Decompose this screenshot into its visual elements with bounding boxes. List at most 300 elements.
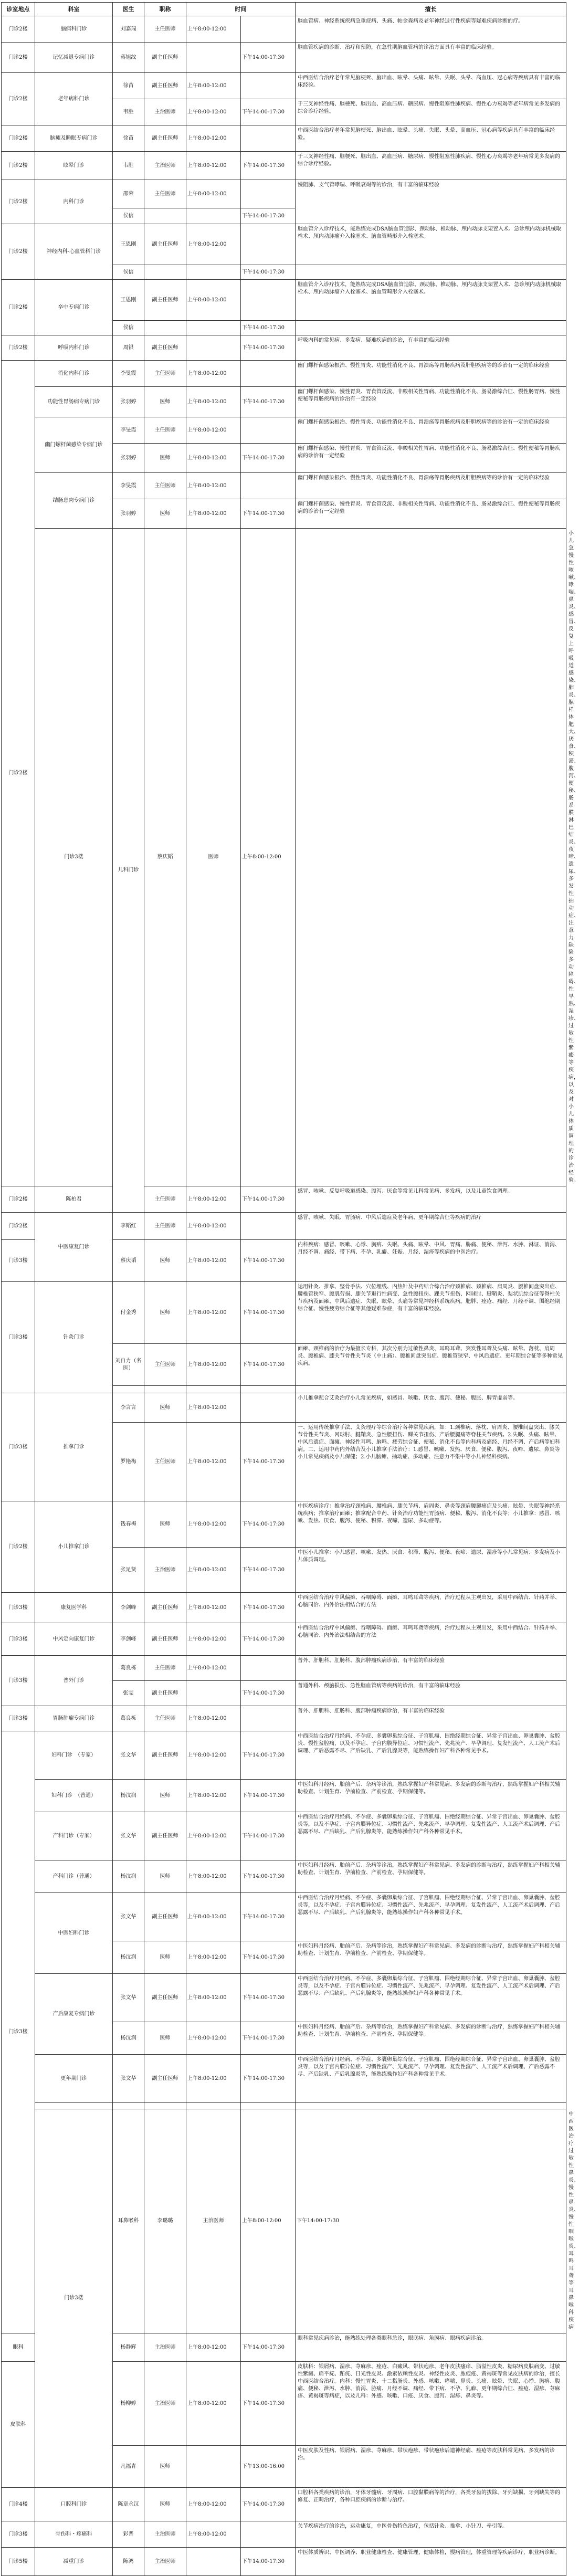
morning-time-cell: 上午8:00-12:00 bbox=[186, 2022, 241, 2055]
morning-time-cell: 上午8:00-12:00 bbox=[186, 2521, 241, 2548]
afternoon-time-cell: 下午14:00-17:30 bbox=[241, 1681, 296, 1706]
department-cell: 耳鼻喉科 bbox=[113, 2109, 144, 2333]
afternoon-time-cell: 下午14:00-17:30 bbox=[296, 2109, 566, 2333]
doctor-cell: 徐苗 bbox=[113, 73, 144, 99]
afternoon-time-cell: 下午14:00-17:30 bbox=[241, 2362, 296, 2446]
table-row bbox=[2, 2103, 566, 2109]
table-row bbox=[2, 280, 566, 321]
doctor-cell: 侯信 bbox=[113, 265, 144, 280]
morning-time-cell: 上午8:00-12:00 bbox=[186, 1393, 241, 1423]
table-row bbox=[2, 2548, 566, 2576]
location-cell: 门诊2楼 bbox=[2, 1501, 35, 1593]
morning-time-cell bbox=[186, 2446, 241, 2488]
afternoon-time-cell bbox=[241, 73, 296, 99]
doctor-cell: 张文华 bbox=[113, 1731, 144, 1780]
doctor-cell: 蔡庆韬 bbox=[113, 1240, 144, 1282]
title-cell: 主任医师 bbox=[144, 473, 186, 499]
title-cell: 主任医师 bbox=[144, 361, 186, 387]
department-cell: 普外门诊 bbox=[35, 1656, 113, 1706]
department-cell: 脑病科门诊 bbox=[35, 16, 113, 43]
location-cell: 门诊2楼 bbox=[2, 1213, 35, 1240]
table-row bbox=[2, 1623, 566, 1656]
table-row bbox=[2, 1656, 566, 1681]
afternoon-time-cell: 下午14:00-17:30 bbox=[241, 99, 296, 125]
location-cell: 门诊2楼 bbox=[2, 280, 35, 335]
afternoon-time-cell: 下午14:00-17:30 bbox=[241, 1974, 296, 2022]
title-cell bbox=[144, 1386, 186, 1393]
title-cell: 主治医师 bbox=[144, 2333, 186, 2362]
morning-time-cell: 上午8:00-12:00 bbox=[186, 1812, 241, 1860]
department-cell: 呼吸内科门诊 bbox=[35, 335, 113, 361]
department-cell: 中风定向康复门诊 bbox=[35, 1623, 113, 1656]
title-cell: 主治医师 bbox=[144, 2521, 186, 2548]
title-cell: 副主任医师 bbox=[144, 1974, 186, 2022]
afternoon-time-cell bbox=[241, 1393, 296, 1423]
specialty-cell: 中西医结合治疗中风偏瘫、吞咽障碍、面瘫、耳鸣耳聋等疾病，治疗过程从主观出发，采用中西结合、针药并举、心脑同治、内外治法相结合的方法 bbox=[296, 1623, 566, 1656]
morning-time-cell: 上午8:00-12:00 bbox=[186, 1780, 241, 1812]
location-cell: 门诊2楼 bbox=[2, 16, 35, 43]
title-cell: 医师 bbox=[144, 444, 186, 473]
header-time: 时间 bbox=[186, 3, 296, 16]
afternoon-time-cell: 下午14:00-17:30 bbox=[241, 1423, 296, 1501]
specialty-cell bbox=[296, 321, 566, 335]
morning-time-cell: 上午8:00-12:00 bbox=[186, 1240, 241, 1282]
specialty-cell: 口腔科各类疾病的诊治，牙体牙髓病、牙周病、口腔黏膜病等的治疗，各类牙齿的拔除、牙列缺损、牙列缺失等的修复、正畸治疗，各种口腔疾病的诊断与治疗。 bbox=[296, 2488, 566, 2521]
morning-time-cell: 上午8:00-12:00 bbox=[186, 1623, 241, 1656]
afternoon-time-cell: 下午14:00-17:30 bbox=[241, 1812, 296, 1860]
specialty-cell: 运用针灸、推拿、整骨手法、穴位埋线、内热针及中药结合综合治疗颈椎病、颈椎病、肩周炎、腰椎间盘突出症、腰椎管狭窄、腰肌劳损、膝关节退行性病变、急性腰扭伤、踝关节扭伤、网球肘、腱鞘炎、梨状肌综合征等脊柱关节疾病及面瘫、中风后遗症、失眠、眩晕、头痛等常见神经科系统疾病。肥胖、痤疮、痛经、月经不调、围绝经期综合征、慢性疲劳综合征等其他疑难杂症，有丰富的临床经验。 bbox=[296, 1282, 566, 1344]
department-cell: 记忆减退专病门诊 bbox=[35, 43, 113, 73]
doctor-cell: 蔡庆韬 bbox=[144, 529, 186, 1186]
afternoon-time-cell bbox=[241, 1386, 296, 1393]
department-cell: 卒中专病门诊 bbox=[35, 280, 113, 335]
title-cell: 副主任医师 bbox=[144, 1681, 186, 1706]
table-row bbox=[2, 473, 566, 499]
morning-time-cell: 上午8:00-12:00 bbox=[186, 2333, 241, 2362]
specialty-cell: 幽门螺杆菌感染、慢性胃炎、胃食管反流、非酸相关性胃病、功能性消化不良、肠易激综合征、慢性肠胃病、慢性便秘等胃肠疾病的诊治有一定经验 bbox=[296, 387, 566, 417]
doctor-cell: 张羽婷 bbox=[113, 444, 144, 473]
title-cell: 医师 bbox=[144, 1780, 186, 1812]
title-cell: 副主任医师 bbox=[144, 1812, 186, 1860]
table-row bbox=[2, 2521, 566, 2548]
table-row bbox=[2, 73, 566, 99]
location-cell: 门诊2楼 bbox=[2, 152, 35, 180]
specialty-cell: 慢阻肺、支气管哮喘、呼吸衰竭等的诊治，有丰富的临床经验 bbox=[296, 180, 566, 224]
title-cell: 医师 bbox=[144, 1240, 186, 1282]
morning-time-cell: 上午8:00-12:00 bbox=[186, 125, 241, 152]
department-cell: 神经内科-心血管科门诊 bbox=[35, 224, 113, 280]
doctor-cell: 李旻霞 bbox=[113, 473, 144, 499]
specialty-cell: 中医皮肤及性病、银屑病、湿疹、荨麻疹、带状疱疹、带状疱疹后遗神经痛、痤疮等皮肤科常见病、多发病的诊治。 bbox=[296, 2446, 566, 2488]
afternoon-time-cell: 下午14:00-17:30 bbox=[241, 1593, 296, 1623]
morning-time-cell bbox=[186, 265, 241, 280]
afternoon-time-cell bbox=[241, 2521, 296, 2548]
doctor-cell: 杨汶润 bbox=[113, 1780, 144, 1812]
doctor-cell: 李旻霞 bbox=[113, 417, 144, 444]
doctor-cell: 张羽婷 bbox=[113, 387, 144, 417]
doctor-cell: 张文华 bbox=[113, 1812, 144, 1860]
specialty-cell: 中西医结合治疗月经病、不孕症、多囊卵巢综合征、子宫肌瘤、围绝经期综合征、异常子宫出血、卵巢囊肿、盆腔炎、慢性盆腔痛，以及不孕症、子宫内膜异位症、习惯性流产、先兆流产、早孕调理、复发性流产、人工流产术后调理、产后恶露不尽、产后缺乳、产后乳腺炎等，能熟练操作妇产科各种常见手术。 bbox=[296, 1731, 566, 1780]
specialty-cell: 感冒、咳嗽、反复呼吸道感染、腹泻、厌食等常见儿科常见病、多发病，以及儿童饮食调理。 bbox=[296, 1186, 566, 1213]
morning-time-cell: 上午8:00-12:00 bbox=[186, 73, 241, 99]
title-cell: 主任医师 bbox=[144, 1423, 186, 1501]
morning-time-cell bbox=[186, 2103, 241, 2109]
afternoon-time-cell: 下午14:00-17:30 bbox=[241, 2333, 296, 2362]
specialty-cell: 皮肤科：银屑病、湿疹、荨麻疹、痤疮、白癜风、带状疱疹、老年皮肤瘙痒、脂溢性皮炎、糖尿病皮肤病变、过敏性紫癜、扁平疣、跖疣、日光性皮炎、激素依赖性皮炎、神经性皮炎、脓疱疮、黄褐斑等常见皮肤病的诊治，擅长中西医结合治疗。内科：慢性胃炎、十二指肠炎、外感、咳嗽、哮喘、鼻炎、头痛、眩晕、失眠、心悸、胸痹、腹痛、便秘、泄泻、水肿、消渴、胁痛、月经不调、痛经、带下病、不孕、乳癖、更年期综合征、痤疮、湿疹、荨麻疹、黄褐斑等病症，以及儿科：外感、咳嗽、口疮、厌食、腹泻、湿疹、鼻炎等。 bbox=[296, 2362, 566, 2446]
location-cell: 门诊3楼 bbox=[2, 1656, 35, 1706]
header-location: 诊室地点 bbox=[2, 3, 35, 16]
morning-time-cell: 上午8:00-12:00 bbox=[186, 99, 241, 125]
afternoon-time-cell: 下午14:00-17:30 bbox=[241, 2548, 296, 2576]
doctor-cell: 葛良栋 bbox=[113, 1706, 144, 1731]
morning-time-cell: 上午8:00-12:00 bbox=[186, 361, 241, 387]
department-cell: 内科门诊 bbox=[35, 180, 113, 224]
header-department: 科室 bbox=[35, 3, 113, 16]
title-cell: 副主任医师 bbox=[144, 43, 186, 73]
title-cell: 医师 bbox=[144, 1501, 186, 1548]
table-row bbox=[2, 1731, 566, 1780]
location-cell: 门诊2楼 bbox=[2, 361, 35, 1186]
morning-time-cell bbox=[186, 1681, 241, 1706]
morning-time-cell: 上午8:00-12:00 bbox=[241, 2109, 296, 2333]
specialty-cell: 中西医结合治疗月经病、不孕症、多囊卵巢综合征、子宫肌瘤、围绝经期综合征、异常子宫出血、卵巢囊肿、盆腔炎等，以及不孕症、子宫内膜异位症、习惯性流产、先兆流产、早孕调理、复发性流产、人工流产术后调理、产后恶露不尽、产后缺乳、产后乳腺炎等，能熟练操作妇产科各种常见手术。 bbox=[296, 1974, 566, 2022]
doctor-cell: 张雯 bbox=[113, 1681, 144, 1706]
title-cell bbox=[144, 208, 186, 224]
morning-time-cell: 上午8:00-12:00 bbox=[186, 473, 241, 499]
specialty-cell: 脑血管介入诊疗技术，能熟练完成DSA脑血管造影、颈动脉、椎动脉、颅内动脉支架置入术、急诊颅内动脉机械取栓术、颅内动脉瘤介入栓塞术、脑血管畸形介入栓塞术。 bbox=[296, 224, 566, 265]
doctor-cell bbox=[113, 2103, 144, 2109]
doctor-cell: 李璐璐 bbox=[144, 2109, 186, 2333]
specialty-cell: 中医妇科月经病、胎前产后、杂病等诊治，熟练掌握妇产科常见病、多发病的诊断与治疗，熟练掌握妇产科相关辅助检查、计划生育、孕前检查、产前检查、孕期保健等。 bbox=[296, 1780, 566, 1812]
morning-time-cell: 上午8:00-12:00 bbox=[186, 1974, 241, 2022]
department-cell: 中医妇科门诊 bbox=[35, 1893, 113, 1974]
title-cell: 主任医师 bbox=[144, 1656, 186, 1681]
location-cell: 门诊3楼 bbox=[2, 2521, 35, 2548]
doctor-cell: 杨汶润 bbox=[113, 1941, 144, 1974]
afternoon-time-cell: 下午14:00-17:30 bbox=[241, 1780, 296, 1812]
morning-time-cell: 上午8:00-12:00 bbox=[186, 1941, 241, 1974]
doctor-cell: 陈章永汉 bbox=[113, 2488, 144, 2521]
header-doctor: 医生 bbox=[113, 3, 144, 16]
morning-time-cell: 上午8:00-12:00 bbox=[186, 1213, 241, 1240]
title-cell: 副主任医师 bbox=[144, 1593, 186, 1623]
table-row bbox=[2, 1974, 566, 2022]
title-cell: 副主任医师 bbox=[144, 1893, 186, 1941]
afternoon-time-cell: 下午14:00-17:30 bbox=[241, 1731, 296, 1780]
morning-time-cell: 上午8:00-12:00 bbox=[186, 1186, 241, 1213]
specialty-cell: 于三叉神经性痛、脑梗死、脑出血、高血压病、糖尿病、慢性阻塞性肺疾病、慢性心力衰竭等老年病常见多发病的综合诊疗经验。 bbox=[296, 152, 566, 180]
morning-time-cell: 上午8:00-12:00 bbox=[241, 529, 296, 1186]
afternoon-time-cell: 下午14:00-17:30 bbox=[241, 1240, 296, 1282]
afternoon-time-cell bbox=[241, 2103, 296, 2109]
title-cell bbox=[144, 265, 186, 280]
afternoon-time-cell: 下午14:00-17:30 bbox=[241, 499, 296, 529]
afternoon-time-cell bbox=[241, 473, 296, 499]
afternoon-time-cell: 下午14:00-17:30 bbox=[241, 321, 296, 335]
department-cell: 针灸门诊 bbox=[35, 1282, 113, 1393]
doctor-cell: 李韬红 bbox=[113, 1213, 144, 1240]
department-cell: 妇科门诊 （普通） bbox=[35, 1780, 113, 1812]
morning-time-cell: 上午8:00-12:00 bbox=[186, 1706, 241, 1731]
department-cell: 结肠息肉专病门诊 bbox=[35, 473, 113, 529]
department-cell: 皮肤科 bbox=[2, 2362, 35, 2488]
specialty-cell: 中医妇科月经病、胎前产后、杂病等诊治，熟练掌握妇产科常见病、多发病的诊断与治疗，熟练掌握妇产科相关辅助检查、计划生育、孕前检查、产前检查、孕期保健等。 bbox=[296, 2022, 566, 2055]
title-cell: 医师 bbox=[144, 1941, 186, 1974]
morning-time-cell: 上午8:00-12:00 bbox=[186, 1344, 241, 1386]
specialty-cell: 幽门螺杆菌感染、慢性胃炎、胃食管反流、非酸相关性胃病、功能性消化不良、肠易激综合征、慢性便秘等胃肠疾病的诊治有一定经验 bbox=[296, 499, 566, 529]
title-cell: 医师 bbox=[144, 1282, 186, 1344]
doctor-cell: 周银 bbox=[113, 335, 144, 361]
doctor-cell: 张文华 bbox=[113, 1893, 144, 1941]
morning-time-cell: 上午8:00-12:00 bbox=[186, 1282, 241, 1344]
afternoon-time-cell: 下午14:00-17:30 bbox=[241, 2488, 296, 2521]
location-cell: 门诊2楼 bbox=[2, 1186, 35, 1213]
morning-time-cell: 上午8:00-12:00 bbox=[186, 1593, 241, 1623]
afternoon-time-cell bbox=[241, 280, 296, 321]
location-cell: 门诊3楼 bbox=[2, 1731, 35, 2333]
title-cell: 主治医师 bbox=[144, 2362, 186, 2446]
table-row bbox=[2, 2055, 566, 2103]
table-row bbox=[2, 1780, 566, 1812]
doctor-cell: 邵荣 bbox=[113, 180, 144, 208]
title-cell: 主任医师 bbox=[144, 16, 186, 43]
morning-time-cell: 上午8:00-12:00 bbox=[186, 16, 241, 43]
specialty-cell: 中医妇科月经病、胎前产后、杂病等诊治，熟练掌握妇产科常见病、多发病的诊断与治疗，熟练掌握妇产科相关辅助检查、计划生育、孕前检查、产前检查、孕期保健等。 bbox=[296, 1941, 566, 1974]
department-cell: 产科门诊（普通） bbox=[35, 1860, 113, 1893]
afternoon-time-cell: 下午13:00-16:00 bbox=[241, 2446, 296, 2488]
department-cell: 消化内科门诊 bbox=[35, 361, 113, 387]
morning-time-cell bbox=[186, 321, 241, 335]
doctor-cell: 陈柏君 bbox=[35, 1186, 113, 1213]
morning-time-cell: 上午8:00-12:00 bbox=[186, 280, 241, 321]
title-cell: 主任医师 bbox=[144, 417, 186, 444]
doctor-cell: 刘嘉瑞 bbox=[113, 16, 144, 43]
afternoon-time-cell: 下午14:00-17:30 bbox=[241, 1501, 296, 1548]
specialty-cell: 中西医结合治疗老年常见脑梗死、脑出血、眩晕、头痛、失眠、头晕、高血压、冠心病等疾病具有丰富的临床经验。 bbox=[296, 125, 566, 152]
title-cell: 主治医师 bbox=[186, 2109, 241, 2333]
department-cell: 胃肠肿瘤专病门诊 bbox=[35, 1706, 113, 1731]
title-cell: 副主任医师 bbox=[144, 1623, 186, 1656]
afternoon-time-cell: 下午14:00-17:30 bbox=[241, 1941, 296, 1974]
doctor-cell: 杨静辉 bbox=[113, 2333, 144, 2362]
afternoon-time-cell bbox=[241, 16, 296, 43]
department-cell: 脑瘫及睡眠专病门诊 bbox=[35, 125, 113, 152]
morning-time-cell: 上午8:00-12:00 bbox=[186, 2362, 241, 2446]
department-cell: 产科门诊（专家） bbox=[35, 1812, 113, 1860]
title-cell: 医师 bbox=[144, 1393, 186, 1423]
morning-time-cell: 上午8:00-12:00 bbox=[186, 2488, 241, 2521]
location-cell: 门诊3楼 bbox=[35, 2109, 113, 2488]
title-cell: 主治医师 bbox=[144, 1548, 186, 1593]
doctor-cell: 杨汶润 bbox=[113, 2022, 144, 2055]
specialty-cell: 幽门螺杆菌感染根治、慢性胃炎、功能性消化不良、胃溃疡等胃肠疾病及肝胆疾病等的诊治有一定的临床经验 bbox=[296, 361, 566, 387]
doctor-cell: 张文华 bbox=[113, 2055, 144, 2103]
doctor-cell: 凡福青 bbox=[113, 2446, 144, 2488]
title-cell: 医师 bbox=[186, 529, 241, 1186]
afternoon-time-cell: 下午14:00-17:30 bbox=[241, 2055, 296, 2103]
table-row bbox=[2, 2488, 566, 2521]
morning-time-cell: 上午8:00-12:00 bbox=[186, 1860, 241, 1893]
specialty-cell: 脑血管介入诊疗技术，能熟练完成DSA脑血管造影、颈动脉、椎动脉、颅内动脉支架置入术、急诊颅内动脉机械取栓术、颅内动脉瘤介入栓塞术、脑血管畸形介入栓塞术。 bbox=[296, 280, 566, 321]
department-cell: 更年期门诊 bbox=[35, 2055, 113, 2103]
afternoon-time-cell: 下午14:00-17:30 bbox=[241, 208, 296, 224]
morning-time-cell bbox=[186, 335, 241, 361]
specialty-cell: 普外、肝胆科、肛肠科、腹部肿瘤疾病诊治，有丰富的临床经验 bbox=[296, 1706, 566, 1731]
doctor-cell: 王恩刚 bbox=[113, 224, 144, 265]
afternoon-time-cell: 下午14:00-17:30 bbox=[241, 152, 296, 180]
table-row bbox=[2, 1812, 566, 1860]
morning-time-cell: 上午8:00-12:00 bbox=[186, 2055, 241, 2103]
title-cell: 主治医师 bbox=[144, 2548, 186, 2576]
morning-time-cell: 上午8:00-12:00 bbox=[186, 1893, 241, 1941]
afternoon-time-cell: 下午14:00-17:30 bbox=[241, 335, 296, 361]
morning-time-cell: 上午8:00-12:00 bbox=[186, 499, 241, 529]
doctor-cell: 葛良栋 bbox=[113, 1656, 144, 1681]
specialty-cell: 中西医结合治疗月经病、不孕症、多囊卵巢综合征、子宫肌瘤、围绝经期综合征、异常子宫出血、卵巢囊肿、盆腔炎等，以及不孕症、子宫内膜异位症、习惯性流产、先兆流产、早孕调理、复发性流产、人工流产术后调理、产后恶露不尽、产后缺乳、产后乳腺炎等，能熟练操作妇产科各种常见手术。 bbox=[296, 1812, 566, 1860]
specialty-cell: 中西医结合治疗月经病、不孕症、多囊卵巢综合征、子宫肌瘤、围绝经期综合征、异常子宫出血、卵巢囊肿、盆腔炎等，以及子宫内膜异位症、习惯性流产、先兆流产、早孕调理、复发性流产、人工流产术后调理、产后恶露不尽、产后缺乳、产后乳腺炎等，能熟练操作妇产科各种常见手术。 bbox=[296, 2055, 566, 2103]
specialty-cell bbox=[296, 1386, 566, 1393]
specialty-cell: 中医疾病诊疗：推拿治疗颈椎病、腰椎病、膝关节病、肩周炎、鼻炎等颈肩腰腿痛症及头痛、眩晕、失眠等神经系统疾病；推拿治疗面瘫；推拿配合中药、针灸治疗功能性胃肠病、便秘、腹泻、消化不良等；小儿推拿：感冒、咳嗽、发热、厌食、腹泻、便秘、积滞、夜啼、遗尿、多动症等。 bbox=[296, 1501, 566, 1548]
doctor-cell: 钱春梅 bbox=[113, 1501, 144, 1548]
afternoon-time-cell: 下午14:00-17:30 bbox=[241, 444, 296, 473]
specialty-cell bbox=[296, 265, 566, 280]
afternoon-time-cell: 下午14:00-17:30 bbox=[241, 1344, 296, 1386]
doctor-cell: 付金秀 bbox=[113, 1282, 144, 1344]
department-cell: 功能性胃肠病专病门诊 bbox=[35, 387, 113, 417]
specialty-cell: 中医小儿推拿：小儿感冒、咳嗽、发热、厌食、积滞、腹泻、便秘、夜啼、遗尿、湿疹等小儿常见病、多发病及小儿体质调理。 bbox=[296, 1548, 566, 1593]
morning-time-cell: 上午8:00-12:00 bbox=[186, 417, 241, 444]
table-row bbox=[2, 152, 566, 180]
specialty-cell: 中西医结合治疗老年常见脑梗死、脑出血、眩晕、头痛、眩晕、失眠、头晕、高血压、冠心病等疾病具有丰富的临床经验。 bbox=[296, 73, 566, 99]
table-row bbox=[2, 125, 566, 152]
title-cell: 主任医师 bbox=[144, 1344, 186, 1386]
department-cell: 眼科 bbox=[2, 2333, 35, 2362]
doctor-cell: 王恩刚 bbox=[113, 280, 144, 321]
specialty-cell: 幽门螺杆菌感染根治、慢性胃炎、功能性消化不良、胃溃疡等胃肠疾病及肝胆疾病等的诊治有一定的临床经验 bbox=[296, 473, 566, 499]
table-row bbox=[2, 1593, 566, 1623]
afternoon-time-cell bbox=[241, 417, 296, 444]
table-row bbox=[2, 1393, 566, 1423]
department-cell: 幽门螺杆菌感染专病门诊 bbox=[35, 417, 113, 473]
morning-time-cell bbox=[186, 1386, 241, 1393]
afternoon-time-cell: 下午14:00-17:30 bbox=[241, 1548, 296, 1593]
table-row bbox=[2, 43, 566, 73]
department-cell: 眩晕门诊 bbox=[35, 152, 113, 180]
table-row bbox=[2, 417, 566, 444]
morning-time-cell: 上午8:00-12:00 bbox=[186, 1423, 241, 1501]
afternoon-time-cell: 下午14:00-17:30 bbox=[241, 387, 296, 417]
location-cell: 门诊3楼 bbox=[2, 1706, 35, 1731]
title-cell: 主任医师 bbox=[144, 1213, 186, 1240]
specialty-cell: 中西医结合治疗月经病、不孕症、多囊卵巢综合征、子宫肌瘤、围绝经期综合征、异常子宫出血、卵巢囊肿、盆腔炎等，以及不孕症、子宫内膜异位症、习惯性流产、先兆流产、早孕调理、复发性流产、人工流产术后调理、产后恶露不尽、产后缺乳、产后乳腺炎等，能熟练操作妇产科各种常见手术。 bbox=[296, 1893, 566, 1941]
specialty-cell: 内科疾病：感冒、咳嗽、心悸、胸痹、失眠、头痛、眩晕、中风、胃痛、胁痛、便秘、泄泻、水肿、淋证、消渴、月经不调、痛经、带下病、不孕、乳癖、妊娠、月经、湿疹等疾病的中医治疗。 bbox=[296, 1240, 566, 1282]
specialty-cell: 普通外科、颅脑损伤、急性脑血管病等疾病的诊治，有丰富的临床经验 bbox=[296, 1681, 566, 1706]
department-cell: 小儿推拿门诊 bbox=[35, 1501, 113, 1593]
location-cell: 门诊2楼 bbox=[2, 125, 35, 152]
title-cell: 医师 bbox=[144, 499, 186, 529]
doctor-cell: 韦胜 bbox=[113, 99, 144, 125]
morning-time-cell bbox=[186, 208, 241, 224]
specialty-cell: 一、运用传统推拿手法、艾灸理疗等综合治疗各种常见疾病，如：1.颈椎病、落枕、肩周炎、腰椎间盘突出、膝关节骨性关节炎、网球肘、腱鞘炎、急性腰扭伤、踝关节扭伤、产后腰腿痛等脊柱关节疾病。2.失眠、头痛、眩晕、中风后遗症、面瘫、神经性耳鸣、脑鸣、疲劳综合征、便秘、消化不良等内科病及痛经、月经不调、产后病等妇科病。二、运用中药内外结合及小儿推拿手法治疗：1.感冒、咳嗽、发热、厌食、便秘、腹泻、夜啼、遗尿、鼻炎等小儿常见疾病及小儿保健；2.小儿脑瘫、抽动症、多动症、注意力不集中等小儿神经科疾病。 bbox=[296, 1423, 566, 1501]
specialty-cell: 小儿推拿配合艾灸治疗小儿常见疾病，如感冒、咳嗽、厌食、腹泻、便秘、腹胀、脾胃虚弱等。 bbox=[296, 1393, 566, 1423]
table-row bbox=[2, 224, 566, 265]
doctor-cell: 徐苗 bbox=[113, 125, 144, 152]
title-cell bbox=[144, 321, 186, 335]
title-cell: 主任医师 bbox=[144, 180, 186, 208]
header-title: 职称 bbox=[144, 3, 186, 16]
specialty-cell: 中医体质辨识、中医调养、职业健康检查、健康管理，健康体检，慢病管理，体重管理等疾病诊疗，职业病诊断。 bbox=[296, 2548, 566, 2576]
location-cell: 门诊5楼 bbox=[2, 2548, 35, 2576]
doctor-cell: 张足贤 bbox=[113, 1548, 144, 1593]
doctor-cell: 张羽婷 bbox=[113, 499, 144, 529]
title-cell: 副主任医师 bbox=[144, 224, 186, 265]
afternoon-time-cell: 下午14:00-17:30 bbox=[241, 1186, 296, 1213]
table-row bbox=[2, 1706, 566, 1731]
title-cell: 副主任医师 bbox=[144, 280, 186, 321]
table-row: 门诊3楼 耳鼻喉科 李璐璐 主治医师 上午8:00-12:00 下午14:00-17:30 中西医治疗过敏性鼻炎、慢性鼻炎、慢性咽喉炎、耳鸣耳聋等耳鼻喉科疾病 bbox=[2, 2109, 566, 2333]
doctor-cell: 侯信 bbox=[113, 321, 144, 335]
department-cell: 推拿门诊 bbox=[35, 1393, 113, 1501]
table-row bbox=[2, 335, 566, 361]
department-cell: 减重门诊 bbox=[35, 2548, 113, 2576]
department-cell: 儿科门诊 bbox=[113, 529, 144, 1213]
doctor-cell: 李剑峰 bbox=[113, 1623, 144, 1656]
morning-time-cell: 上午8:00-12:00 bbox=[186, 152, 241, 180]
location-cell: 门诊3楼 bbox=[2, 1393, 35, 1501]
location-cell: 门诊3楼 bbox=[2, 1240, 35, 1282]
afternoon-time-cell: 下午14:00-17:30 bbox=[241, 1282, 296, 1344]
morning-time-cell: 上午8:00-12:00 bbox=[186, 1548, 241, 1593]
department-cell: 妇科门诊 （专家） bbox=[35, 1731, 113, 1780]
afternoon-time-cell bbox=[241, 125, 296, 152]
specialty-cell bbox=[296, 2103, 566, 2109]
table-row bbox=[2, 1860, 566, 1893]
table-row bbox=[2, 1213, 566, 1240]
doctor-cell: 杨汶润 bbox=[113, 1860, 144, 1893]
location-cell: 门诊2楼 bbox=[2, 43, 35, 73]
specialty-cell: 呼吸内科的常见病、多发病、疑难疾病的诊治，有丰富的临床经验 bbox=[296, 335, 566, 361]
morning-time-cell: 上午8:00-12:00 bbox=[186, 180, 241, 208]
doctor-cell: 杨柳婷 bbox=[113, 2362, 144, 2446]
morning-time-cell bbox=[186, 43, 241, 73]
morning-time-cell: 上午8:00-12:00 bbox=[186, 1731, 241, 1780]
table-header-row bbox=[2, 3, 566, 16]
specialty-cell: 幽门螺杆菌感染根治、慢性胃炎、功能性消化不良、胃溃疡等胃肠疾病及肝胆疾病等的诊治有一定的临床经验 bbox=[296, 417, 566, 444]
afternoon-time-cell bbox=[241, 224, 296, 265]
title-cell: 主治医师 bbox=[144, 99, 186, 125]
department-cell: 老年病科门诊 bbox=[35, 73, 113, 125]
specialty-cell: 幽门螺杆菌感染、慢性胃炎、胃食管反流、非酸相关性胃病、功能性消化不良、肠易激综合征、慢性便秘等胃肠疾病的诊治有一定经验 bbox=[296, 444, 566, 473]
table-row bbox=[2, 1186, 566, 1213]
location-cell: 门诊3楼 bbox=[2, 1623, 35, 1656]
table-row: 门诊3楼 儿科门诊 蔡庆韬 医师 上午8:00-12:00 小儿急慢性咳嗽、哮喘、鼻炎、感冒、反复上呼吸道感染、肺炎、腺样体肥大、厌食、积滞、腹泻、便秘、肠系膜淋巴结炎、夜啼、遗尿、多发性抽动症、注意力缺陷多动障碍、性早熟、湿疹、过敏性紫癜等疾病，以及对小儿体质调理的诊治经验。 bbox=[2, 529, 566, 1186]
specialty-cell: 普外、肝胆科、肛肠科、腹部肿瘤疾病诊治，有丰富的临床经验 bbox=[296, 1656, 566, 1681]
doctor-cell: 蒋旭纹 bbox=[113, 43, 144, 73]
doctor-cell bbox=[113, 1386, 144, 1393]
doctor-cell: 罗艳梅 bbox=[113, 1423, 144, 1501]
specialty-cell: 脑血管病、神经系统疾病急重症病、头痛、帕金森病及老年神经退行性疾病等疑难疾病诊断的疗。 bbox=[296, 16, 566, 43]
afternoon-time-cell: 下午14:00-17:30 bbox=[241, 1860, 296, 1893]
doctor-cell: 侯信 bbox=[113, 208, 144, 224]
title-cell bbox=[144, 2103, 186, 2109]
specialty-cell: 眼科常见疾病诊治，能熟练处理各类眼科急诊，眼底病、角膜病、眼病疾病诊治。 bbox=[296, 2333, 566, 2362]
title-cell: 医师 bbox=[144, 1860, 186, 1893]
title-cell: 副主任医师 bbox=[144, 2055, 186, 2103]
morning-time-cell: 上午8:00-12:00 bbox=[186, 1656, 241, 1681]
morning-time-cell bbox=[186, 2548, 241, 2576]
doctor-cell: 李剑峰 bbox=[113, 1593, 144, 1623]
department-cell: 康复医学科 bbox=[35, 1593, 113, 1623]
